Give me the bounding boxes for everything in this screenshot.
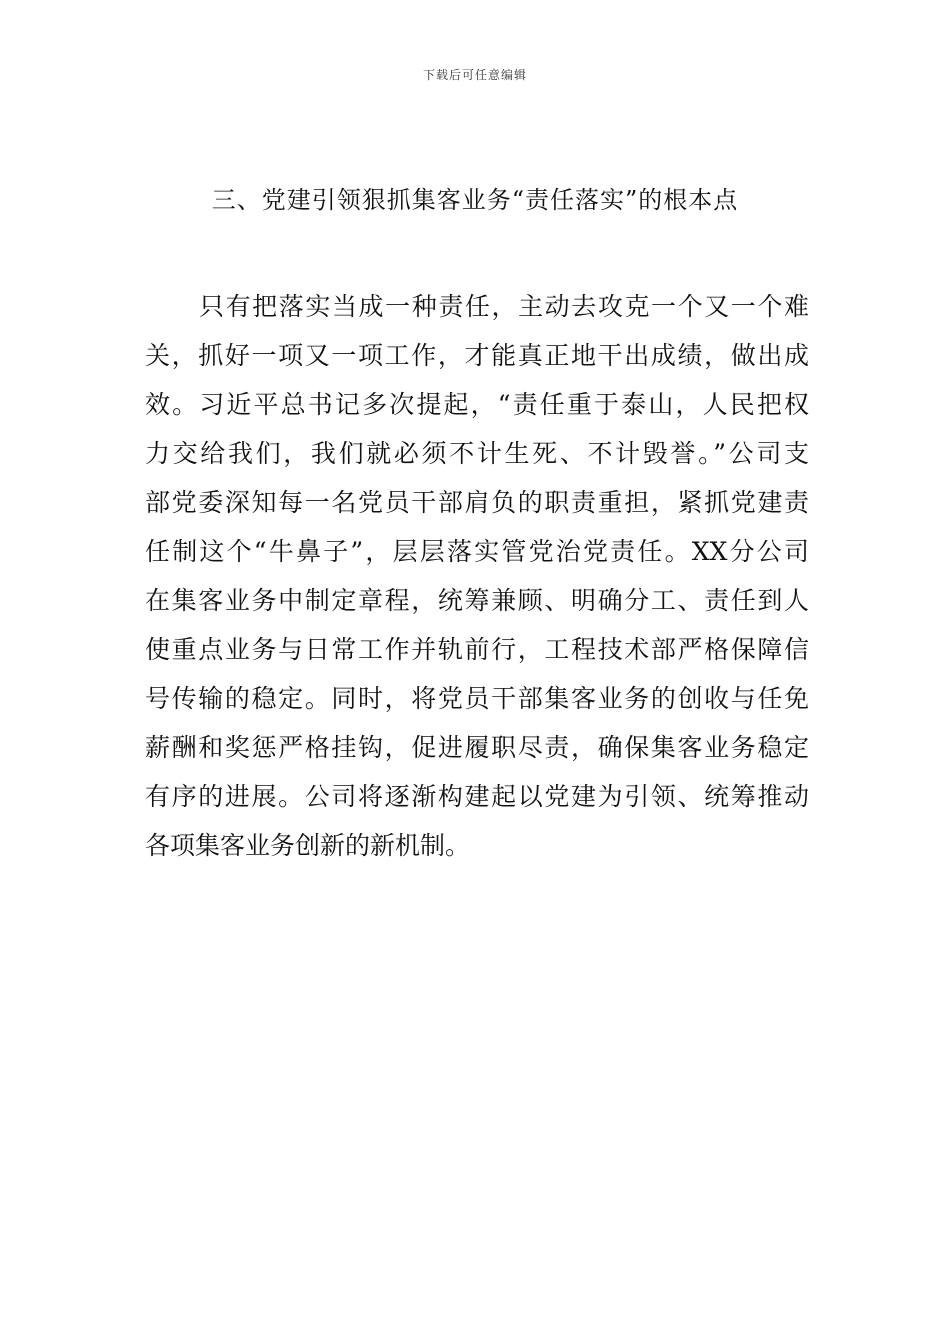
paragraph-line: 部党委深知每一名党员干部肩负的职责重担，紧抓党建责 [145,488,809,517]
paragraph-line: 各项集客业务创新的新机制。 [145,831,471,860]
paragraph-line: 薪酬和奖惩严格挂钩，促进履职尽责，确保集客业务稳定 [145,733,809,762]
body-paragraph [145,282,809,870]
paragraph-line: 使重点业务与日常工作并轨前行，工程技术部严格保障信 [145,635,809,664]
paragraph-line: 号传输的稳定。同时，将党员干部集客业务的创收与任免 [145,684,809,713]
paragraph-line: 关，抓好一项又一项工作，才能真正地干出成绩，做出成 [145,341,809,370]
paragraph-line: 有序的进展。公司将逐渐构建起以党建为引领、统筹推动 [145,782,809,811]
section-title: 三、党建引领狠抓集客业务“责任落实”的根本点 [211,186,739,214]
paragraph-line: 只有把落实当成一种责任，主动去攻克一个又一个难 [199,292,809,321]
paragraph-line: 力交给我们，我们就必须不计生死、不计毁誉。”公司支 [145,439,809,468]
paragraph-line: 效。习近平总书记多次提起，“责任重于泰山，人民把权 [145,390,809,419]
paragraph-line: 在集客业务中制定章程，统筹兼顾、明确分工、责任到人 [145,586,809,615]
header-note: 下载后可任意编辑 [422,68,527,82]
paragraph-line: 任制这个“牛鼻子”，层层落实管党治党责任。XX分公司 [145,537,809,566]
